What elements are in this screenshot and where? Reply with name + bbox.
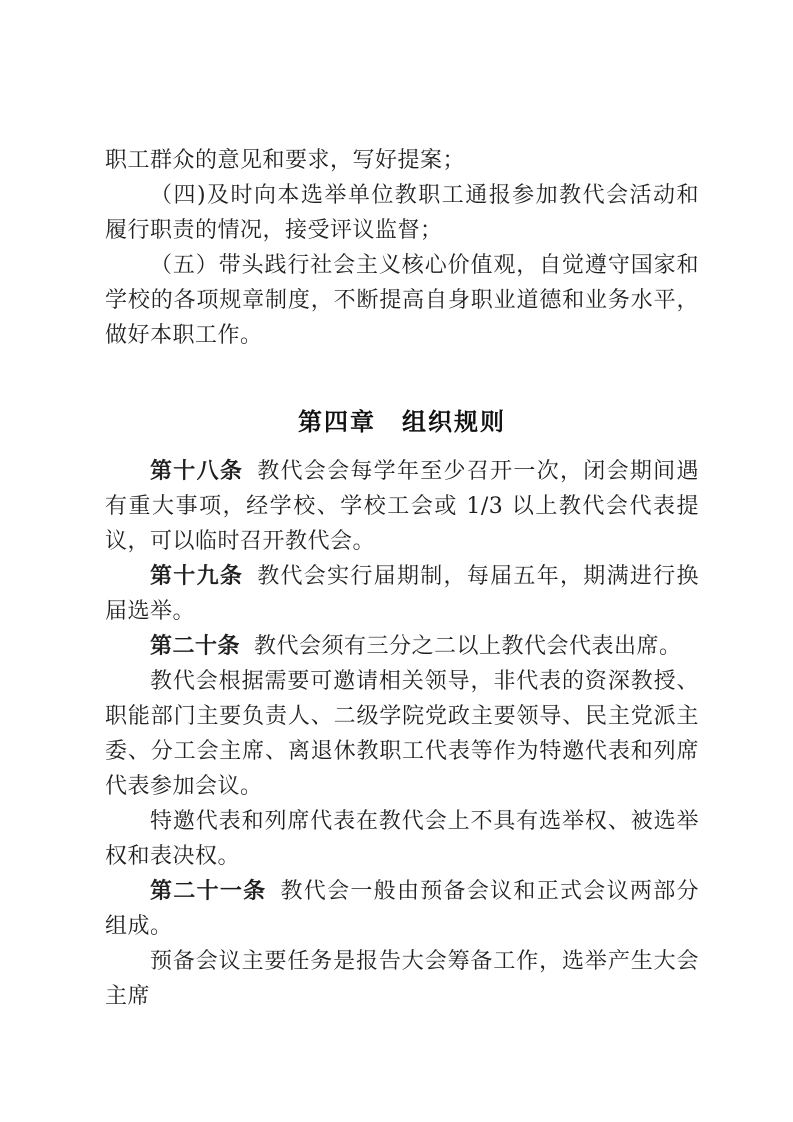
paragraph: （五）带头践行社会主义核心价值观，自觉遵守国家和学校的各项规章制度，不断提高自身职业道德和业务水平，做好本职工作。 <box>105 253 699 348</box>
paragraph: （四)及时向本选举单位教职工通报参加教代会活动和履行职责的情况，接受评议监督； <box>105 183 699 243</box>
paragraph-text: 教代会须有三分之二以上教代会代表出席。 <box>254 634 682 659</box>
article-number: 第二十条 <box>150 633 241 659</box>
paragraph: 教代会根据需要可邀请相关领导，非代表的资深教授、职能部门主要负责人、二级学院党政主要领导、民主党派主委、分工会主席、离退休教职工代表等作为特邀代表和列席代表参加会议。 <box>105 669 699 799</box>
paragraph: 特邀代表和列席代表在教代会上不具有选举权、被选举权和表决权。 <box>105 809 699 869</box>
article-number: 第二十一条 <box>150 878 267 904</box>
paragraph-text: 教代会实行届期制，每届五年，期满进行换届选举。 <box>105 564 699 624</box>
paragraph-text: 教代会一般由预备会议和正式会议两部分组成。 <box>105 879 699 939</box>
paragraph <box>105 454 699 559</box>
paragraph: 职工群众的意见和要求，写好提案； <box>105 148 466 173</box>
article-number: 第十八条 <box>150 458 244 484</box>
paragraph-text: 教代会会每学年至少召开一次，闭会期间遇有重大事项，经学校、学校工会或 1/3 以上教代会代表提议，可以临时召开教代会。 <box>105 459 699 554</box>
paragraph: 预备会议主要任务是报告大会筹备工作，选举产生大会主席 <box>105 949 699 1009</box>
document-content <box>105 143 699 1014</box>
paragraph <box>105 629 699 664</box>
chapter-heading: 第四章 组织规则 <box>298 408 506 436</box>
article-number: 第十九条 <box>150 563 244 589</box>
paragraph <box>105 874 699 944</box>
paragraph <box>105 559 699 629</box>
